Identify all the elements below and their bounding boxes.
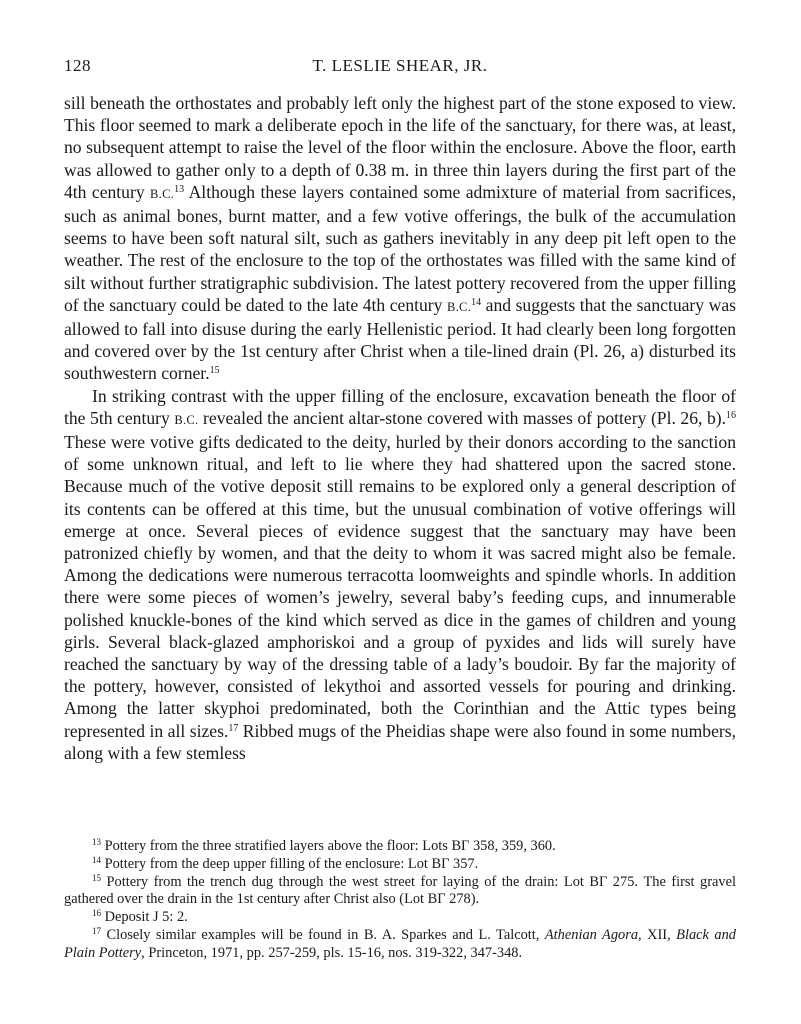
era-abbrev: B.C. — [174, 412, 199, 427]
footnote-number: 16 — [92, 908, 101, 919]
footnote-text: Pottery from the trench dug through the west street for laying of the drain: Lot ΒΓ 275. The first gravel gathered over the drain in the 1st century after Christ also (Lot ΒΓ 278). — [64, 873, 736, 908]
footnote-16 — [64, 909, 736, 927]
paragraph-1 — [64, 92, 736, 385]
footnote-text: , XII, — [638, 926, 677, 943]
footnote-number: 17 — [92, 925, 101, 936]
footnote-15 — [64, 874, 736, 910]
volume-title: Black and Plain Pottery — [64, 926, 736, 961]
footnote-text: Deposit J 5: 2. — [101, 909, 188, 926]
footnote-text: Closely similar examples will be found in B. A. Sparkes and L. Talcott, — [101, 926, 545, 943]
text-run: Although these layers contained some admixture of material from sacrifices, such as animal bones, burnt matter, and a few votive offerings, the bulk of the accumulation seems to have been soft natural silt, such as gathers inevitably in any deep pit left open to the weather. The rest of the enclosure to the top of the orthostates was filled with the same kind of silt without further stratigraphic subdivision. The latest pottery recovered from the upper filling of the sanctuary could be dated to the late 4th century — [64, 181, 736, 315]
page-number: 128 — [64, 56, 91, 75]
footnote-ref-17[interactable]: 17 — [228, 722, 239, 734]
text-run: Ribbed mugs of the Pheidias shape were also found in some numbers, along with a few stemless — [64, 720, 736, 763]
text-run: These were votive gifts dedicated to the deity, hurled by their donors according to the sanction of some unknown ritual, and left to lie where they had shattered upon the sacred stone. Because much of the votive deposit still remains to be explored only a general description of its contents can be offered at this time, but the unusual combination of votive offerings will emerge at once. Several pieces of evidence suggest that the sanctuary may have been patronized chiefly by women, and that the deity to whom it was sacred might also be female. Among the dedications were numerous terracotta loomweights and spindle whorls. In addition there were some pieces of women’s jewelry, several baby’s feeding cups, and innumerable polished knuckle-bones of the kind which served as dice in the games of children and young girls. Several black-glazed amphoriskoi and a group of pyxides and lids will surely have reached the sanctuary by way of the dressing table of a lady’s boudoir. By far the majority of the pottery, however, consisted of lekythoi and assorted vessels for pouring and drinking. Among the latter skyphoi predominated, both the Corinthian and the Attic types being represented in all sizes. — [64, 432, 736, 741]
footnotes — [64, 838, 736, 963]
running-title: T. LESLIE SHEAR, JR. — [312, 56, 488, 75]
footnote-14 — [64, 856, 736, 874]
footnote-text: , Princeton, 1971, pp. 257-259, pls. 15-16, nos. 319-322, 347-348. — [141, 944, 523, 961]
era-abbrev: B.C. — [447, 299, 472, 314]
text-run: sill beneath the orthostates and probably left only the highest part of the stone exposed to view. This floor seemed to mark a deliberate epoch in the life of the sanctuary, for there was, at least, no subsequent attempt to raise the level of the floor within the enclosure. Above the floor, earth was allowed to gather only to a depth of 0.38 m. in three thin layers during the first part of the 4th century — [64, 93, 736, 202]
text-run: revealed the ancient altar-stone covered with masses of pottery (Pl. 26, b). — [198, 407, 726, 428]
era-abbrev: B.C. — [150, 186, 175, 201]
footnote-number: 13 — [92, 837, 101, 847]
footnote-number: 15 — [92, 872, 101, 883]
page-header — [64, 56, 736, 82]
footnote-text: Pottery from the deep upper filling of the enclosure: Lot ΒΓ 357. — [101, 855, 479, 872]
footnote-13 — [64, 838, 736, 856]
footnote-ref-13[interactable]: 13 — [174, 183, 185, 195]
text-run: and suggests that the sanctuary was allowed to fall into disuse during the early Hellenistic period. It had clearly been long forgotten and covered over by the 1st century after Christ when a tile-lined drain (Pl. 26, a) disturbed its southwestern corner. — [64, 294, 736, 384]
footnote-ref-14[interactable]: 14 — [471, 296, 482, 308]
text-run: In striking contrast with the upper filling of the enclosure, excavation beneath the floor of the 5th century — [64, 385, 736, 428]
footnote-number: 14 — [92, 854, 101, 865]
footnote-ref-16[interactable]: 16 — [726, 409, 736, 421]
body-text — [64, 92, 736, 764]
footnote-17 — [64, 927, 736, 963]
footnote-text: Pottery from the three stratified layers above the floor: Lots ΒΓ 358, 359, 360. — [101, 838, 556, 854]
footnote-ref-15[interactable]: 15 — [209, 365, 220, 377]
paragraph-2 — [64, 385, 736, 764]
publication-title: Athenian Agora — [544, 926, 639, 943]
